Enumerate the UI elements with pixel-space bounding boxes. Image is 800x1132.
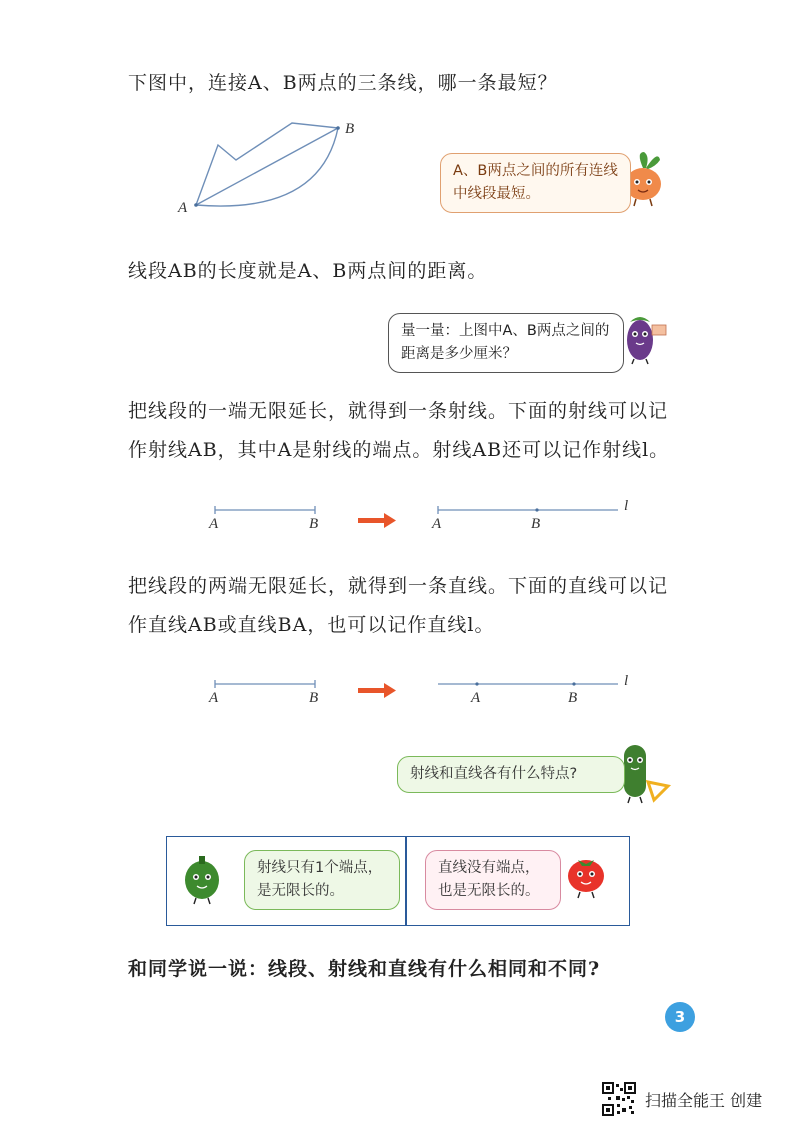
cucumber-character-icon xyxy=(624,745,668,803)
line-fig-label-b2: B xyxy=(568,690,578,706)
point-b xyxy=(336,126,340,130)
line-fig-label-a2: A xyxy=(471,690,481,706)
label-b-top: B xyxy=(345,121,355,137)
line-fig-label-b1: B xyxy=(309,690,319,706)
scanner-footer: 扫描全能王 创建 xyxy=(645,1091,763,1110)
ray-paragraph-line1: 把线段的一端无限延长，就得到一条射线。下面的射线可以记 xyxy=(128,400,669,422)
ray-fig-label-b2: B xyxy=(531,516,541,532)
box-divider xyxy=(405,837,407,925)
line-paragraph-line1: 把线段的两端无限延长，就得到一条直线。下面的直线可以记 xyxy=(128,575,669,597)
point-a xyxy=(194,203,198,207)
qr-code-icon xyxy=(602,1082,636,1116)
measure-bubble: 量一量：上图中A、B两点之间的距离是多少厘米？ xyxy=(388,313,624,373)
distance-definition: 线段AB的长度就是A、B两点间的距离。 xyxy=(128,260,488,282)
feature-question-bubble: 射线和直线各有什么特点? xyxy=(397,756,625,793)
ray-point-b xyxy=(535,508,538,511)
ray-feature-bubble: 射线只有1个端点，是无限长的。 xyxy=(244,850,400,910)
eggplant-character-icon xyxy=(627,317,666,364)
label-a-top: A xyxy=(178,200,188,216)
ray-fig-label-b1: B xyxy=(309,516,319,532)
line-point-a xyxy=(475,682,478,685)
ray-fig-label-a2: A xyxy=(432,516,442,532)
page-number: 3 xyxy=(665,1002,695,1032)
ray-fig-label-l: l xyxy=(624,498,629,514)
line-point-b xyxy=(572,682,575,685)
line-fig-label-a1: A xyxy=(209,690,219,706)
right-arrow-icon-2 xyxy=(358,683,396,698)
question-shortest-line: 下图中，连接A、B两点的三条线，哪一条最短？ xyxy=(128,72,558,94)
ray-paragraph-line2: 作射线AB，其中A是射线的端点。射线AB还可以记作射线l。 xyxy=(128,439,670,461)
line-paragraph-line2: 作直线AB或直线BA，也可以记作直线l。 xyxy=(128,614,495,636)
line-feature-bubble: 直线没有端点，也是无限长的。 xyxy=(425,850,561,910)
right-arrow-icon-1 xyxy=(358,513,396,528)
tip-bubble-shortest: A、B两点之间的所有连线中线段最短。 xyxy=(440,153,631,213)
discussion-question: 和同学说一说：线段、射线和直线有什么相同和不同? xyxy=(128,958,601,980)
line-fig-label-l: l xyxy=(624,673,629,689)
ray-fig-label-a1: A xyxy=(209,516,219,532)
